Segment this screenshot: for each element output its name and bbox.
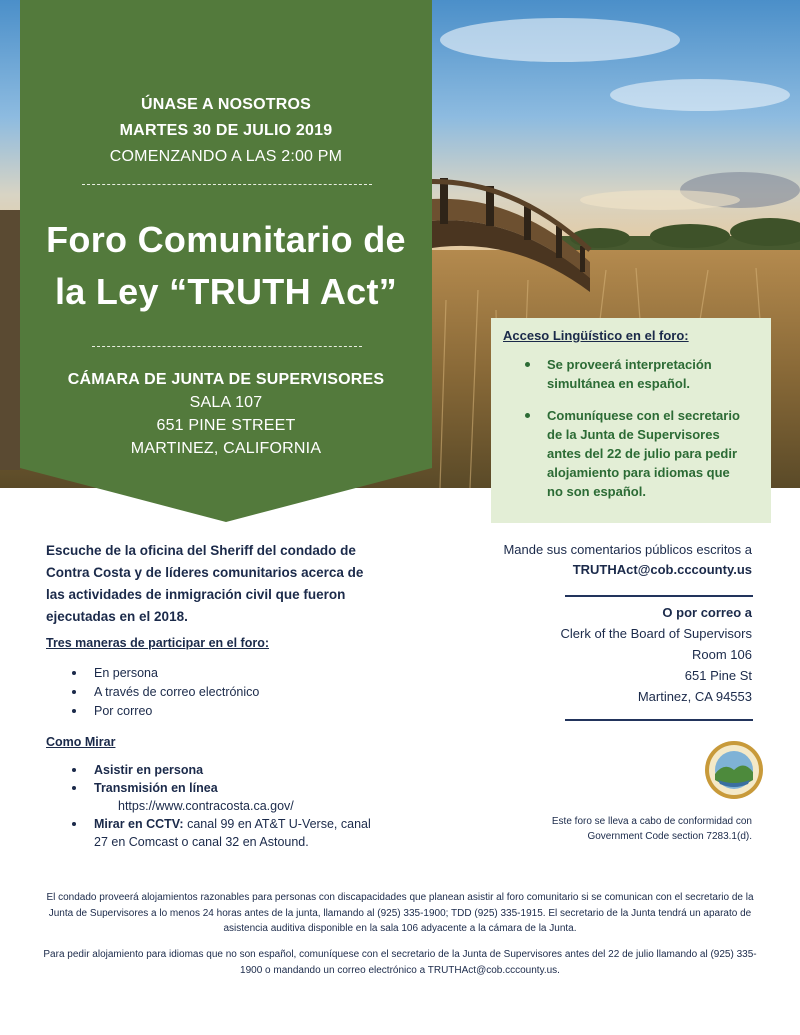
- banner-date: MARTES 30 DE JULIO 2019: [119, 122, 333, 139]
- ways-heading: Tres maneras de participar en el foro:: [46, 636, 269, 650]
- dashed-divider: [92, 346, 362, 347]
- watch-heading: Como Mirar: [46, 735, 116, 749]
- list-item: Comuníquese con el secretario de la Junta de Supervisores antes del 22 de julio para pedir alojamiento para idiomas que no son español.: [503, 406, 759, 501]
- list-item: Por correo: [72, 702, 259, 721]
- language-access-title: Acceso Lingüístico en el foro:: [503, 328, 689, 343]
- mail-heading: O por correo a: [662, 605, 752, 620]
- list-item: A través de correo electrónico: [72, 683, 259, 702]
- watch-list: [72, 761, 402, 851]
- event-title-line2: la Ley “TRUTH Act”: [54, 271, 398, 312]
- event-banner: [20, 0, 432, 522]
- list-item: Asistir en persona: [72, 761, 402, 779]
- comments-email-link[interactable]: TRUTHAct@cob.cccounty.us: [572, 562, 752, 577]
- bullet-icon: [525, 362, 530, 367]
- accommodation-note: El condado proveerá alojamientos razonables para personas con discapacidades que planean asistir al foro comunitario si se comunican con el secretario de la Junta de Supervisores a lo menos 24 horas antes de la junta, llamando al (925) 335-1900; TDD (925) 335-1915. El secretario de la Junta tendrá un aparato de asistencia auditiva disponible en la sala 106 adyacente a la cámara de la Junta.: [46, 892, 754, 934]
- venue-room: SALA 107: [189, 394, 263, 411]
- ways-list: [72, 664, 259, 721]
- event-title: [20, 214, 432, 318]
- venue-city: MARTINEZ, CALIFORNIA: [130, 440, 322, 457]
- language-request-note: Para pedir alojamiento para idiomas que no son español, comuníquese con el secretario de la Junta de Supervisores antes del 22 de julio llamando al (925) 335- 1900 o mandando un correo electrónico a TRUTHAct@cob.cccounty.us.: [43, 949, 757, 976]
- list-item: En persona: [72, 664, 259, 683]
- language-access-box: [491, 318, 771, 523]
- intro-paragraph: Escuche de la oficina del Sheriff del condado de Contra Costa y de líderes comunitarios acerca de las actividades de inmigración civil que fueron ejecutadas en el 2018.: [46, 543, 364, 624]
- mail-address-block: O por correo a Clerk of the Board of Supervisors Room 106 651 Pine St Martinez, CA 94553: [470, 602, 752, 707]
- bullet-icon: [72, 768, 76, 772]
- venue-street: 651 PINE STREET: [156, 417, 296, 434]
- banner-join: ÚNASE A NOSOTROS: [140, 96, 312, 113]
- dashed-divider: [82, 184, 372, 185]
- comments-intro: Mande sus comentarios públicos escritos a: [503, 542, 752, 557]
- bullet-icon: [72, 709, 76, 713]
- venue-name: CÁMARA DE JUNTA DE SUPERVISORES: [67, 371, 385, 388]
- bullet-icon: [72, 786, 76, 790]
- bullet-icon: [525, 413, 530, 418]
- event-title-line1: Foro Comunitario de: [46, 219, 406, 260]
- bullet-icon: [72, 690, 76, 694]
- bullet-icon: [72, 822, 76, 826]
- list-item: Se proveerá interpretación simultánea en español.: [503, 355, 759, 393]
- county-seal-icon: [704, 740, 764, 800]
- stream-link[interactable]: https://www.contracosta.ca.gov/: [118, 799, 294, 813]
- list-item: Mirar en CCTV: canal 99 en AT&T U-Verse, canal 27 en Comcast o canal 32 en Astound.: [72, 815, 402, 851]
- comments-block: [470, 540, 752, 580]
- divider: [565, 719, 753, 721]
- divider: [565, 595, 753, 597]
- bullet-icon: [72, 671, 76, 675]
- list-item: Transmisión en línea https://www.contracosta.ca.gov/: [72, 779, 402, 815]
- banner-time: COMENZANDO A LAS 2:00 PM: [109, 148, 343, 165]
- venue-address: [20, 368, 432, 460]
- compliance-note: Este foro se lleva a cabo de conformidad con Government Code section 7283.1(d).: [551, 816, 752, 842]
